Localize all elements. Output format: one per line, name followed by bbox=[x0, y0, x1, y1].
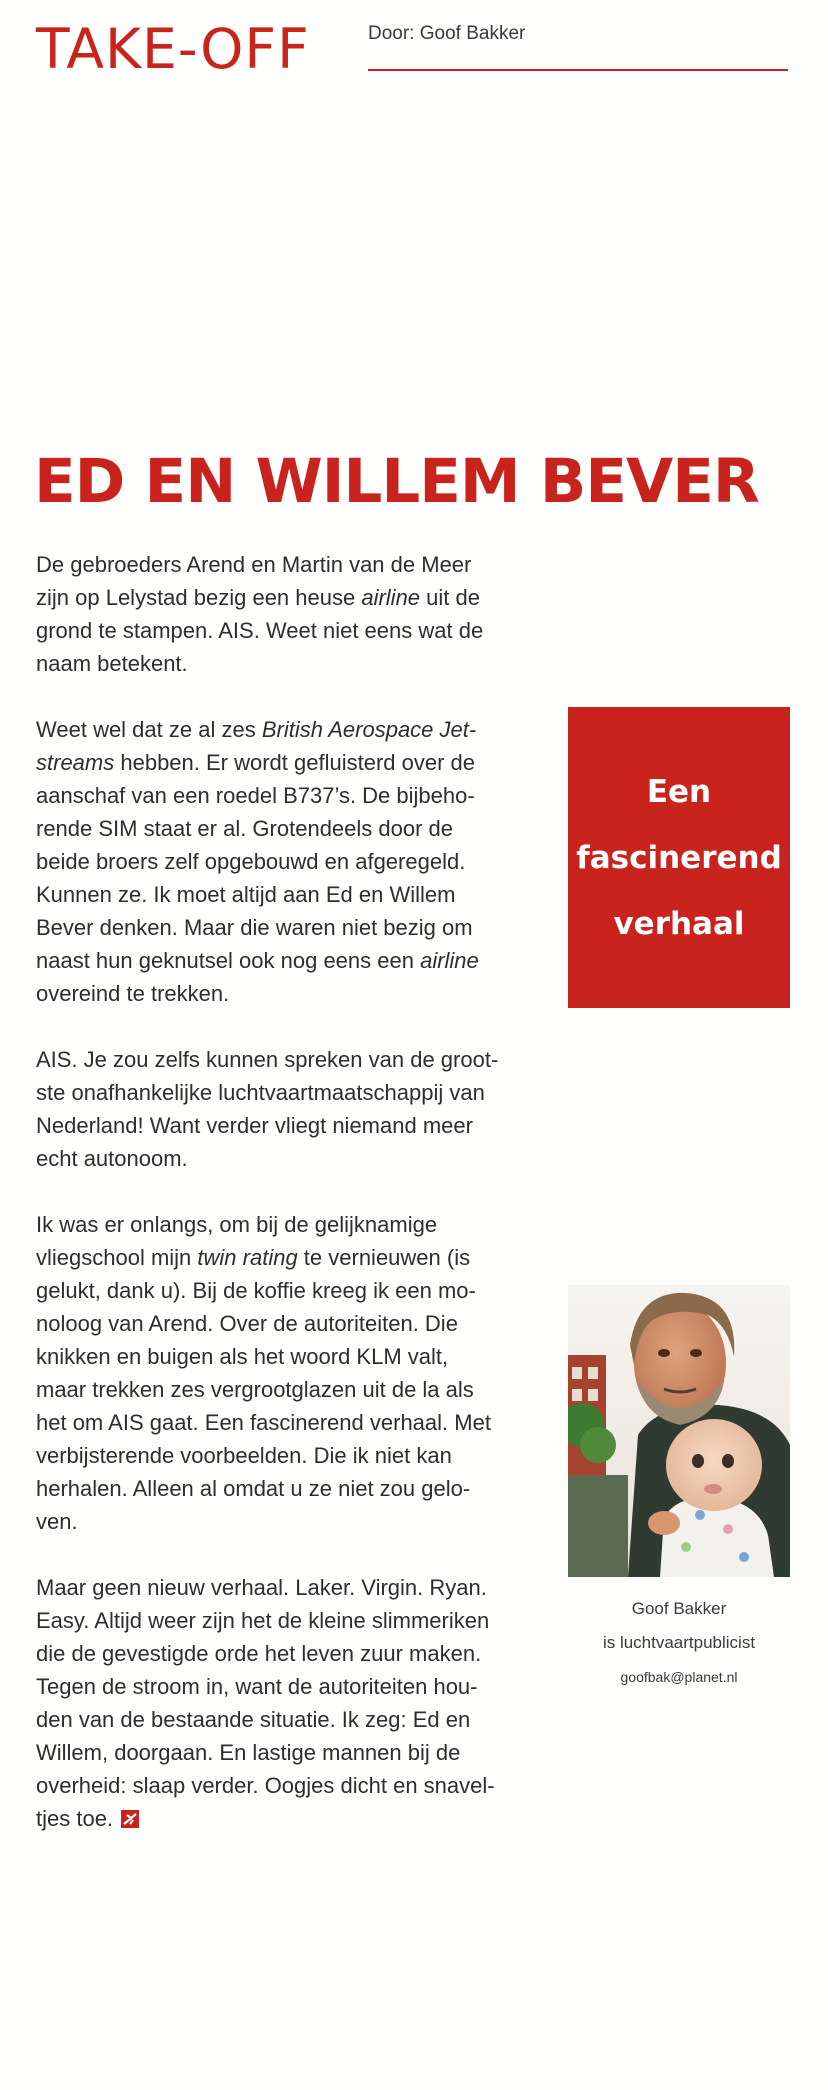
text-line bbox=[36, 1406, 522, 1439]
text-line bbox=[36, 911, 522, 944]
text-segment: noloog van Arend. Over de autoriteiten. Die bbox=[36, 1311, 458, 1336]
byline-rule bbox=[368, 69, 788, 71]
text-line bbox=[36, 1274, 522, 1307]
text-line bbox=[36, 1769, 522, 1802]
text-line bbox=[36, 1076, 522, 1109]
body-paragraph bbox=[36, 1208, 522, 1538]
text-segment: het om AIS gaat. Een fascinerend verhaal. Met bbox=[36, 1410, 491, 1435]
italic-text: British Aerospace Jet- bbox=[261, 717, 477, 742]
text-line bbox=[36, 878, 522, 911]
text-segment: naast hun geknutsel ook nog eens een bbox=[36, 948, 421, 973]
pullquote-line: verhaal bbox=[613, 905, 745, 942]
author-photo-illustration bbox=[568, 1285, 790, 1577]
text-segment: Maar geen nieuw verhaal. Laker. Virgin. Ryan. bbox=[36, 1575, 487, 1600]
pullquote-box bbox=[568, 707, 790, 1008]
text-segment: maar trekken zes vergrootglazen uit de la als bbox=[36, 1377, 474, 1402]
text-line bbox=[36, 1307, 522, 1340]
body-paragraph bbox=[36, 713, 522, 1010]
pullquote-line: Een bbox=[646, 773, 712, 810]
text-line bbox=[36, 1670, 522, 1703]
italic-text: streams bbox=[36, 750, 115, 775]
text-segment: naam betekent. bbox=[36, 651, 188, 676]
text-line bbox=[36, 1604, 522, 1637]
text-line bbox=[36, 1373, 522, 1406]
author-email: goofbak@planet.nl bbox=[620, 1669, 738, 1685]
text-line bbox=[36, 581, 522, 614]
author-role: is luchtvaartpublicist bbox=[602, 1633, 756, 1652]
text-segment: aanschaf van een roedel B737’s. De bijbeho- bbox=[36, 783, 475, 808]
text-line bbox=[36, 1340, 522, 1373]
text-segment: zijn op Lelystad bezig een heuse bbox=[36, 585, 362, 610]
text-segment: te vernieuwen (is bbox=[297, 1245, 471, 1270]
text-segment: uit de bbox=[420, 585, 480, 610]
airplane-end-mark-icon bbox=[121, 1804, 139, 1837]
text-segment: grond te stampen. AIS. Weet niet eens wat de bbox=[36, 618, 484, 643]
pullquote-text bbox=[576, 759, 782, 957]
body-paragraph bbox=[36, 548, 522, 680]
text-line bbox=[36, 1439, 522, 1472]
text-segment: beide broers zelf opgebouwd en afgeregeld. bbox=[36, 849, 466, 874]
text-line bbox=[36, 614, 522, 647]
byline: Door: Goof Bakker bbox=[368, 23, 526, 44]
text-segment: overeind te trekken. bbox=[36, 981, 230, 1006]
text-line bbox=[36, 1736, 522, 1769]
text-line bbox=[36, 1109, 522, 1142]
text-line bbox=[36, 977, 522, 1010]
section-label: TAKE-OFF bbox=[36, 17, 310, 81]
text-line bbox=[36, 779, 522, 812]
pullquote-line: fascinerend bbox=[576, 839, 782, 876]
text-segment: Kunnen ze. Ik moet altijd aan Ed en Willem bbox=[36, 882, 456, 907]
author-photo bbox=[568, 1285, 790, 1577]
text-segment: vliegschool mijn bbox=[36, 1245, 198, 1270]
text-segment: tjes toe. bbox=[36, 1806, 114, 1831]
text-segment: De gebroeders Arend en Martin van de Meer bbox=[36, 552, 472, 577]
text-segment: herhalen. Alleen al omdat u ze niet zou gelo- bbox=[36, 1476, 471, 1501]
text-segment: overheid: slaap verder. Oogjes dicht en snavel- bbox=[36, 1773, 495, 1798]
text-segment: Nederland! Want verder vliegt niemand meer bbox=[36, 1113, 473, 1138]
text-segment: echt autonoom. bbox=[36, 1146, 188, 1171]
text-segment: ven. bbox=[36, 1509, 78, 1534]
text-line bbox=[36, 944, 522, 977]
text-line bbox=[36, 1241, 522, 1274]
text-line bbox=[36, 1637, 522, 1670]
italic-text: airline bbox=[361, 585, 421, 610]
text-line bbox=[36, 1703, 522, 1736]
text-segment: Ik was er onlangs, om bij de gelijknamige bbox=[36, 1212, 438, 1237]
italic-text: twin rating bbox=[197, 1245, 298, 1270]
text-segment: ste onafhankelijke luchtvaartmaatschappij van bbox=[36, 1080, 485, 1105]
text-line bbox=[36, 1571, 522, 1604]
text-line bbox=[36, 1043, 522, 1076]
text-segment: AIS. Je zou zelfs kunnen spreken van de groot- bbox=[36, 1047, 499, 1072]
author-name: Goof Bakker bbox=[631, 1599, 727, 1618]
text-line bbox=[36, 1802, 522, 1837]
author-caption bbox=[568, 1592, 790, 1694]
text-segment: hebben. Er wordt gefluisterd over de bbox=[114, 750, 476, 775]
text-line bbox=[36, 548, 522, 581]
text-segment: Easy. Altijd weer zijn het de kleine slimmeriken bbox=[36, 1608, 490, 1633]
text-segment: Willem, doorgaan. En lastige mannen bij de bbox=[36, 1740, 461, 1765]
text-segment: den van de bestaande situatie. Ik zeg: Ed en bbox=[36, 1707, 471, 1732]
text-line bbox=[36, 746, 522, 779]
italic-text: airline bbox=[420, 948, 479, 973]
text-segment: Bever denken. Maar die waren niet bezig om bbox=[36, 915, 473, 940]
text-line bbox=[36, 1142, 522, 1175]
text-line bbox=[36, 845, 522, 878]
text-line bbox=[36, 1208, 522, 1241]
article-title: ED EN WILLEM BEVER bbox=[34, 446, 759, 517]
text-segment: gelukt, dank u). Bij de koffie kreeg ik een mo- bbox=[36, 1278, 476, 1303]
text-segment: Tegen de stroom in, want de autoriteiten hou- bbox=[36, 1674, 478, 1699]
text-line bbox=[36, 812, 522, 845]
body-paragraph bbox=[36, 1571, 522, 1837]
text-segment: die de gevestigde orde het leven zuur maken. bbox=[36, 1641, 482, 1666]
text-line bbox=[36, 1472, 522, 1505]
body-paragraph bbox=[36, 1043, 522, 1175]
text-segment: rende SIM staat er al. Grotendeels door de bbox=[36, 816, 454, 841]
article-body bbox=[36, 548, 522, 1870]
text-line bbox=[36, 713, 522, 746]
text-segment: Weet wel dat ze al zes bbox=[36, 717, 262, 742]
text-segment: knikken en buigen als het woord KLM valt, bbox=[36, 1344, 449, 1369]
text-segment: verbijsterende voorbeelden. Die ik niet kan bbox=[36, 1443, 452, 1468]
text-line bbox=[36, 647, 522, 680]
text-line bbox=[36, 1505, 522, 1538]
